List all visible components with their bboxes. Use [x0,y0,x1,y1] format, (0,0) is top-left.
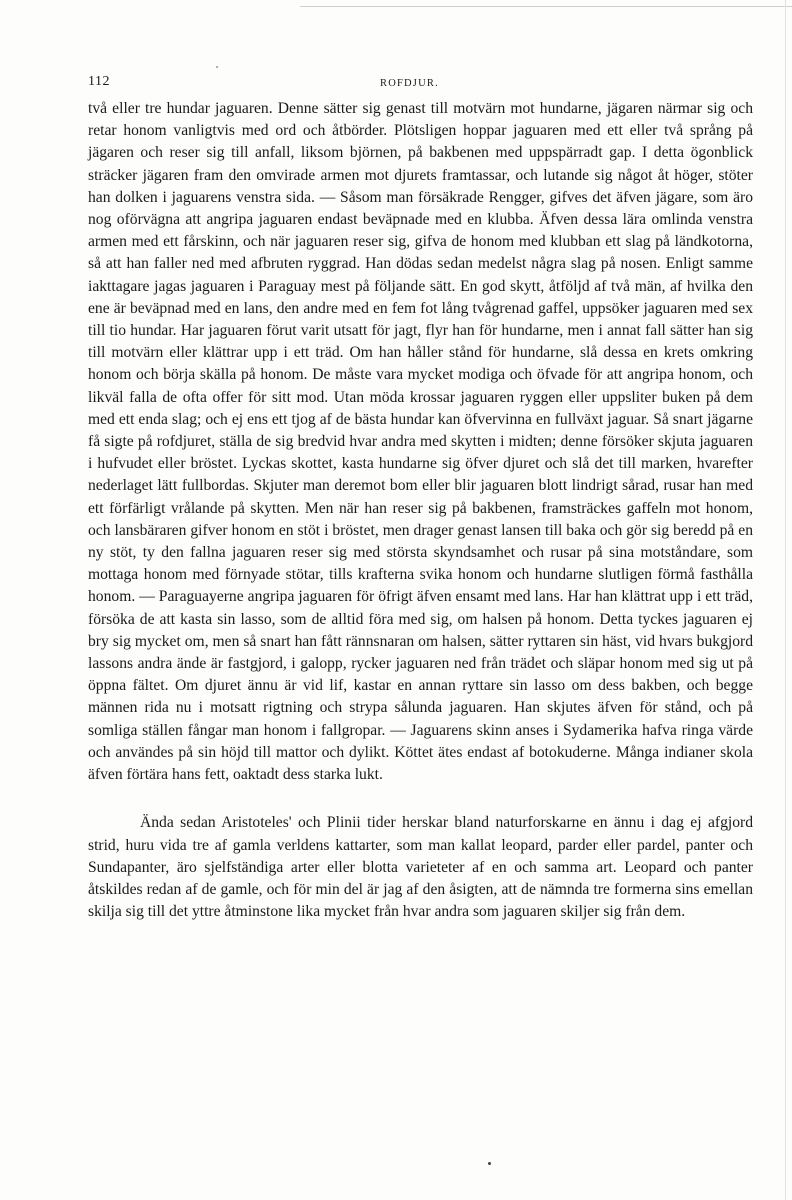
book-page [88,74,753,923]
scan-edge-right [785,0,786,1200]
stray-ink-mark [488,1162,491,1165]
running-head: ROFDJUR. [380,78,439,89]
page-header [88,74,753,98]
body-text [88,98,753,923]
stray-ink-mark [216,66,218,68]
paragraph-1: två eller tre hundar jaguaren. Denne sätter sig genast till motvärn mot hundarne, jägaren närmar sig och retar honom vanligtvis med ord och åtbörder. Plötsligen hoppar jaguaren med ett eller två språng på jägaren och reser sig till anfall, liksom björnen, på bakbenen med uppspärradt gap. I detta ögonblick sträcker jägaren fram den omvirade armen mot djurets framtassar, och lutande sig något åt höger, stöter han dolken i jaguarens venstra sida. — Såsom man försäkrade Rengger, gifves det äfven jägare, som äro nog oförvägna att angripa jaguaren endast beväpnade med en klubba. Äfven dessa lära omlinda venstra armen med ett fårskinn, och när jaguaren reser sig, gifva de honom med klubban ett slag på ländkotorna, så att han faller ned med afbruten ryggrad. Han dödas sedan medelst några slag på nosen. Enligt samme iakttagare jagas jaguaren i Paraguay mest på följande sätt. En god skytt, åtföljd af två män, af hvilka den ene är beväpnad med en lans, den andre med en fem fot lång tvågrenad gaffel, uppsöker jaguaren med sex till tio hundar. Har jaguaren förut varit utsatt för jagt, flyr han för hundarne, men i annat fall sätter han sig till motvärn eller klättrar upp i ett träd. Om han håller stånd för hundarne, slå dessa en krets omkring honom och börja skälla på honom. De måste vara mycket modiga och öfvade för att angripa honom, och likväl falla de ofta offer för sitt mod. Utan möda krossar jaguaren ryggen eller uppsliter buken på dem med ett enda slag; och ej ens ett tjog af de bästa hundar kan öfvervinna en fullväxt jaguar. Så snart jägarne få sigte på rofdjuret, ställa de sig bredvid hvar andra med skytten i midten; denne försöker skjuta jaguaren i hufvudet eller bröstet. Lyckas skottet, kasta hundarne sig öfver djuret och slå det till marken, hvarefter nederlaget lätt fullbordas. Skjuter man deremot bom eller blir jaguaren blott lindrigt sårad, rusar han med ett förfärligt vrålande på skytten. Men när han reser sig på bakbenen, framsträckes gaffeln mot honom, och lansbäraren gifver honom en stöt i bröstet, men drager genast lansen till baka och gör sig beredd på en ny stöt, ty den fallna jaguaren reser sig med största skyndsamhet och rusar på sina motståndare, som mottaga honom med förnyade stötar, tills krafterna svika honom och hundarne slutligen förmå fasthålla honom. — Paraguayerne angripa jaguaren för öfrigt äfven ensamt med lans. Har han klättrat upp i ett träd, försöka de att kasta sin lasso, som de alltid föra med sig, om halsen på honom. Detta tyckes jaguaren ej bry sig mycket om, men så snart han fått rännsnaran om halsen, sätter ryttaren sin häst, vid hvars bukgjord lassons andra ände är fastgjord, i galopp, rycker jaguaren ned från trädet och släpar honom med sig ut på öppna fältet. Om djuret ännu är vid lif, kastar en annan ryttare sin lasso om dess bakben, och begge männen rida nu i motsatt rigtning och strypa sålunda jaguaren. Han skjutes äfven för stånd, och på somliga ställen fångar man honom i fallgropar. — Jaguarens skinn anses i Sydamerika hafva ringa värde och användes på sin höjd till mattor och dylikt. Köttet ätes endast af botokuderne. Många indianer skola äfven förtära hans fett, oaktadt dess starka lukt. [88,100,753,784]
page-number: 112 [88,74,110,89]
paragraph-2: Ända sedan Aristoteles' och Plinii tider herskar bland naturforskarne en ännu i dag ej afgjord strid, huru vida tre af gamla verldens kattarter, som man kallat leopard, parder eller pardel, panter och Sundapanter, äro sjelfständiga arter eller blotta varieteter af en och samma art. Leopard och panter åtskildes redan af de gamle, och för min del är jag af den åsigten, att de nämnda tre formerna sins emellan skilja sig till det yttre åtminstone lika mycket från hvar andra som jaguaren skiljer sig från dem. [88,814,753,921]
scan-edge-top [300,6,792,7]
